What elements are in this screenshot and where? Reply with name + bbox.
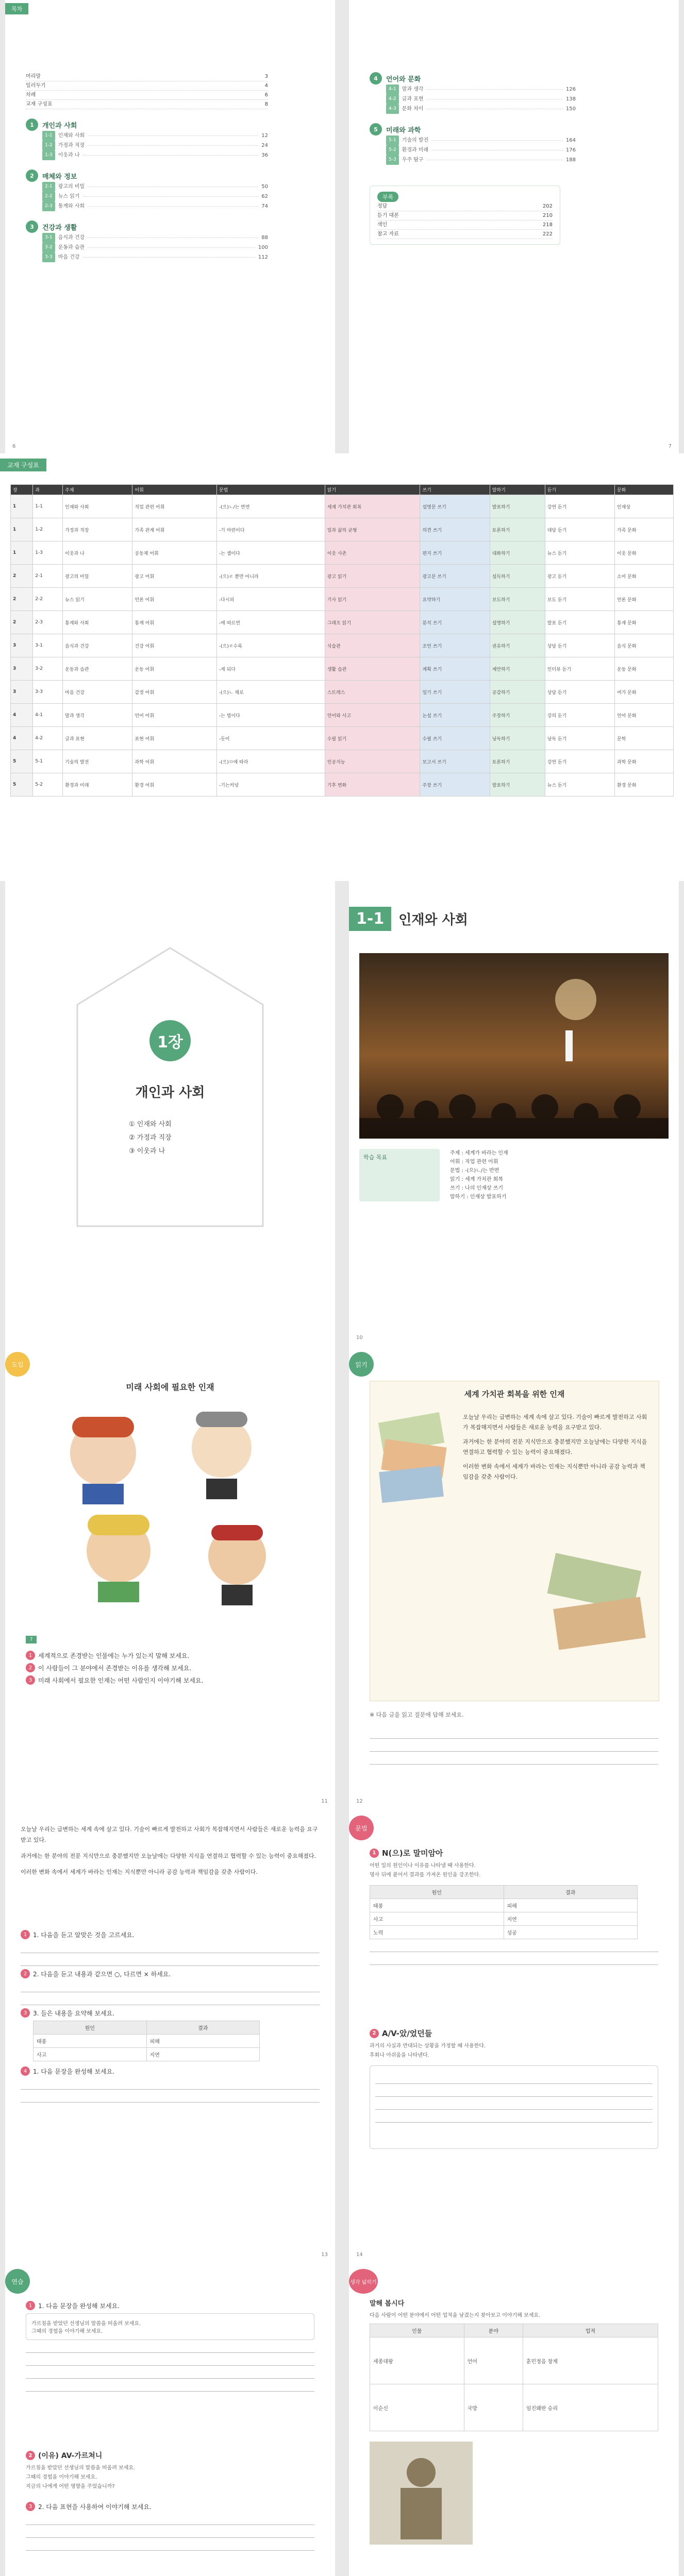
- plan-spread: [0, 453, 684, 881]
- plan-cell: 광고 읽기: [325, 565, 420, 588]
- toc-row[interactable]: 일러두기 4: [26, 81, 268, 91]
- plan-cell: 여가 문화: [614, 681, 673, 704]
- toc-top-list: [26, 72, 268, 262]
- plan-cell: 언어 어휘: [132, 704, 216, 727]
- plan-cell: 발표 듣기: [545, 611, 614, 634]
- toc-sub[interactable]: 3-1 음식과 건강 88: [26, 233, 268, 243]
- exercise-badge: 연습: [5, 2269, 30, 2294]
- toc-sub[interactable]: 2-1 광고의 비밀 50: [26, 182, 268, 192]
- plan-row: [11, 634, 674, 657]
- reading-page: [349, 1345, 679, 1808]
- plan-cell: 편지 쓰기: [420, 541, 490, 565]
- plan-cell: 기사 읽기: [325, 588, 420, 611]
- plan-cell: 발표하기: [490, 495, 545, 518]
- question: 1 1. 다음을 듣고 알맞은 것을 고르세요.: [21, 1930, 320, 1939]
- plan-cell: 마음 건강: [63, 681, 132, 704]
- toc-sub[interactable]: 2-3 통계와 사회 74: [26, 201, 268, 211]
- plan-cell: 강연 듣기: [545, 495, 614, 518]
- plan-cell: 상담 듣기: [545, 681, 614, 704]
- plan-cell: 요약하기: [420, 588, 490, 611]
- page-number: 14: [356, 2252, 363, 2258]
- plan-header-cell: 읽기: [325, 485, 420, 495]
- plan-cell: 세계 가치관 회복: [325, 495, 420, 518]
- plan-cell: 논설 쓰기: [420, 704, 490, 727]
- grammar-page: [349, 1808, 679, 2262]
- plan-cell: 운동 문화: [614, 657, 673, 681]
- plan-cell: 1: [11, 495, 33, 518]
- plan-header-cell: 말하기: [490, 485, 545, 495]
- objective: 문법 : -(으)ㄴ/는 반면: [450, 1168, 499, 1174]
- exercise-page: [5, 2262, 335, 2576]
- plan-row: [11, 773, 674, 796]
- plan-cell: 2: [11, 611, 33, 634]
- objective: 주제 : 세계가 바라는 인재: [450, 1150, 508, 1156]
- toc-row[interactable]: 교재 구성표 8: [26, 100, 268, 109]
- grammar-table: 원인 결과 태풍 피해 사고 지연 노력 성공: [370, 1885, 638, 1939]
- plan-cell: 1-3: [33, 541, 63, 565]
- plan-cell: 3-3: [33, 681, 63, 704]
- plan-cell: 3: [11, 634, 33, 657]
- grammar-block-1: [370, 1844, 658, 1967]
- plan-cell: 뉴스 듣기: [545, 541, 614, 565]
- objectives-area: [359, 1149, 669, 1201]
- plan-table: [10, 484, 674, 796]
- chapter-item[interactable]: ① 인재와 사회: [129, 1121, 172, 1128]
- plan-cell: 5: [11, 750, 33, 773]
- chapter-cover-page: [5, 881, 335, 1345]
- plan-cell: 3-1: [33, 634, 63, 657]
- house-shape: [72, 943, 268, 1231]
- plan-cell: 의견 쓰기: [420, 518, 490, 541]
- warmup-badge: 도입: [5, 1352, 30, 1377]
- chapter-spread: [0, 881, 684, 1345]
- plan-cell: 5: [11, 773, 33, 796]
- reading-box: [370, 1381, 659, 1701]
- toc-chapter[interactable]: 2 매체와 정보: [26, 170, 268, 182]
- text-body: [21, 1824, 320, 1883]
- exercise-question: 3 2. 다음 표현을 사용하여 이야기해 보세요.: [26, 2502, 314, 2511]
- plan-cell: 4-2: [33, 727, 63, 750]
- toc-chapter[interactable]: 3 건강과 생활: [26, 221, 268, 233]
- plan-table-wrap: [10, 484, 674, 796]
- grammar-spread: [0, 1808, 684, 2262]
- plan-header-cell: 주제: [63, 485, 132, 495]
- plan-cell: 일과 삶의 균형: [325, 518, 420, 541]
- toc-row[interactable]: 차례 6: [26, 91, 268, 100]
- appendix-row[interactable]: 정답 202: [377, 202, 553, 211]
- objectives-list: [450, 1149, 508, 1201]
- reading-answer-lines[interactable]: [370, 1726, 658, 1767]
- plan-cell: 기후 변화: [325, 773, 420, 796]
- plan-cell: 말과 생각: [63, 704, 132, 727]
- reading-badge: 읽기: [349, 1352, 374, 1377]
- plan-cell: 낭독하기: [490, 727, 545, 750]
- chapter-title: 개인과 사회: [135, 1085, 205, 1100]
- plan-cell: 강연 듣기: [545, 750, 614, 773]
- plan-cell: 스트레스: [325, 681, 420, 704]
- toc-sub[interactable]: 3-2 운동과 습관 100: [26, 243, 268, 252]
- plan-cell: 낭독 듣기: [545, 727, 614, 750]
- plan-cell: 인터뷰 듣기: [545, 657, 614, 681]
- toc-sub[interactable]: 5-3 우주 탐구 188: [370, 155, 576, 165]
- plan-header-cell: 장: [11, 485, 33, 495]
- toc-sub[interactable]: 5-2 환경과 미래 176: [370, 145, 576, 155]
- statue-icon: [370, 2442, 473, 2545]
- page-number: 7: [668, 444, 672, 449]
- plan-cell: 기술의 발전: [63, 750, 132, 773]
- question-table: 원인 결과 태풍 피해 사고 지연: [33, 2021, 260, 2061]
- plan-cell: 설명하기: [490, 611, 545, 634]
- plan-cell: 식습관: [325, 634, 420, 657]
- page-number: 6: [12, 444, 16, 449]
- exercise-question: 1 1. 다음 문장을 완성해 보세요.: [26, 2301, 314, 2310]
- money-stack-icon: [545, 1546, 648, 1670]
- lesson-title: 인재와 사회: [398, 912, 468, 928]
- plan-cell: 발표하기: [490, 773, 545, 796]
- grammar-points: 과거의 사실과 반대되는 상황을 가정할 때 사용한다. 후회나 아쉬움을 나타낸다.: [370, 2043, 486, 2058]
- reading-paragraph: 오늘날 우리는 급변하는 세계 속에 살고 있다. 기술이 빠르게 발전하고 사회가 복잡해지면서 사람들은 새로운 능력을 요구받고 있다.: [463, 1414, 647, 1431]
- objective: 어휘 : 직업 관련 어휘: [450, 1159, 498, 1165]
- exercise-spread: [0, 2262, 684, 2576]
- grammar-badge: 문법: [349, 1816, 374, 1840]
- plan-cell: 공동체 어휘: [132, 541, 216, 565]
- plan-cell: 언어와 사고: [325, 704, 420, 727]
- plan-header-cell: 쓰기: [420, 485, 490, 495]
- lesson-header: [349, 907, 468, 931]
- exercise-box: 가르침을 받았던 선생님의 말씀을 떠올려 보세요. 그때의 경험을 이야기해 보세요.: [26, 2313, 314, 2340]
- plan-cell: 주장하기: [490, 704, 545, 727]
- plan-row: [11, 588, 674, 611]
- plan-cell: 5-1: [33, 750, 63, 773]
- plan-cell: 표현 어휘: [132, 727, 216, 750]
- plan-cell: 2-1: [33, 565, 63, 588]
- plan-cell: 보도하기: [490, 588, 545, 611]
- toc-right-list: [370, 72, 576, 245]
- chapter-item[interactable]: ② 가정과 직장: [129, 1134, 172, 1142]
- lecture-hall-photo: [359, 953, 669, 1139]
- plan-row: [11, 704, 674, 727]
- toc-sub[interactable]: 1-3 이웃과 나 36: [26, 150, 268, 160]
- plan-cell: 설명문 쓰기: [420, 495, 490, 518]
- plan-cell: -(으)ㅁ에 따라: [216, 750, 325, 773]
- toc-tab: 목차: [5, 3, 28, 14]
- plan-cell: 1: [11, 518, 33, 541]
- plan-row: [11, 541, 674, 565]
- plan-cell: 그래프 읽기: [325, 611, 420, 634]
- plan-row: [11, 518, 674, 541]
- plan-cell: 음식 문화: [614, 634, 673, 657]
- plan-cell: 권유하기: [490, 634, 545, 657]
- plan-row: [11, 565, 674, 588]
- plan-cell: 4-1: [33, 704, 63, 727]
- plan-header-cell: 듣기: [545, 485, 614, 495]
- warmup-title: 미래 사회에 필요한 인재: [126, 1382, 214, 1392]
- plan-cell: 1-2: [33, 518, 63, 541]
- objectives-label: 학습 목표: [359, 1149, 440, 1201]
- think-title: 말해 봅시다: [370, 2300, 405, 2308]
- text-paragraph: 이러한 변화 속에서 세계가 바라는 인재는 지식뿐만 아니라 공감 능력과 책임감을 갖춘 사람이다.: [21, 1869, 258, 1875]
- plan-cell: 4: [11, 704, 33, 727]
- page-number: 11: [321, 1799, 328, 1804]
- plan-cell: -게 되다: [216, 657, 325, 681]
- plan-cell: 계획 쓰기: [420, 657, 490, 681]
- plan-cell: -(으)ㄴ 채로: [216, 681, 325, 704]
- plan-cell: -(으)ㄹ수록: [216, 634, 325, 657]
- warmup-question: 2 이 사람들이 그 분야에서 존경받는 이유를 생각해 보세요.: [26, 1663, 314, 1672]
- appendix-row[interactable]: 색인 218: [377, 221, 553, 230]
- plan-cell: 보고서 쓰기: [420, 750, 490, 773]
- reading-body: [463, 1412, 648, 1486]
- plan-cell: 1: [11, 541, 33, 565]
- plan-cell: 통계 문화: [614, 611, 673, 634]
- plan-cell: 문학: [614, 727, 673, 750]
- plan-cell: 글과 표현: [63, 727, 132, 750]
- toc-sub[interactable]: 3-3 마음 건강 112: [26, 252, 268, 262]
- plan-cell: 2-2: [33, 588, 63, 611]
- plan-cell: 감정 어휘: [132, 681, 216, 704]
- toc-page-right: [349, 0, 679, 453]
- plan-cell: 4: [11, 727, 33, 750]
- plan-cell: 대담 듣기: [545, 518, 614, 541]
- plan-cell: 3: [11, 681, 33, 704]
- caricature-portraits-icon: [36, 1401, 304, 1618]
- plan-cell: 3-2: [33, 657, 63, 681]
- objective: 읽기 : 세계 가치관 회복: [450, 1177, 504, 1182]
- plan-cell: 2-3: [33, 611, 63, 634]
- toc-sub[interactable]: 4-2 글과 표현 138: [370, 94, 576, 104]
- plan-cell: 이웃 문화: [614, 541, 673, 565]
- page-number: 10: [356, 1335, 363, 1341]
- plan-cell: 대화하기: [490, 541, 545, 565]
- plan-cell: 광고 어휘: [132, 565, 216, 588]
- plan-cell: 상담 듣기: [545, 634, 614, 657]
- plan-cell: 이웃 사촌: [325, 541, 420, 565]
- plan-cell: 광고의 비밀: [63, 565, 132, 588]
- plan-header-cell: 어휘: [132, 485, 216, 495]
- plan-cell: -는 법이다: [216, 704, 325, 727]
- plan-row: [11, 611, 674, 634]
- plan-cell: 광고문 쓰기: [420, 565, 490, 588]
- toc-chapter[interactable]: 1 개인과 사회: [26, 118, 268, 131]
- objective: 말하기 : 인재상 발표하기: [450, 1194, 507, 1200]
- currency-icon: [375, 1412, 453, 1505]
- toc-sub[interactable]: 5-1 기술의 발전 164: [370, 135, 576, 145]
- plan-cell: -에 따르면: [216, 611, 325, 634]
- plan-cell: 가정과 직장: [63, 518, 132, 541]
- plan-cell: 조언 쓰기: [420, 634, 490, 657]
- plan-cell: 광고 듣기: [545, 565, 614, 588]
- text-page: [5, 1808, 335, 2262]
- plan-cell: 언론 문화: [614, 588, 673, 611]
- plan-cell: 소비 문화: [614, 565, 673, 588]
- appendix-row[interactable]: 참고 자료 222: [377, 230, 553, 239]
- money-stack-image: [545, 1546, 648, 1670]
- plan-row: [11, 681, 674, 704]
- plan-cell: 과학 어휘: [132, 750, 216, 773]
- plan-cell: 환경 문화: [614, 773, 673, 796]
- plan-cell: 강의 듣기: [545, 704, 614, 727]
- plan-cell: 인공지능: [325, 750, 420, 773]
- toc-chapter[interactable]: 5 미래와 과학: [370, 123, 576, 135]
- plan-title: 교재 구성표: [0, 459, 46, 471]
- plan-header-cell: 문법: [216, 485, 325, 495]
- lesson-number: 1-1: [349, 907, 391, 931]
- plan-cell: 음식과 건강: [63, 634, 132, 657]
- audience-photo-icon: [359, 953, 669, 1139]
- exercise-block-1: [26, 2298, 314, 2394]
- grammar-title: 1 N(으)로 말미암아: [370, 1848, 658, 1858]
- grammar-example-box: [370, 2065, 658, 2149]
- plan-cell: 설득하기: [490, 565, 545, 588]
- exercise-title: 2 (이유) AV-가르쳐니: [26, 2450, 314, 2461]
- plan-cell: -기 마련이다: [216, 518, 325, 541]
- think-table: 인물 분야 업적 세종대왕 언어 훈민정음 창제 이순신 국방 임진왜란 승리: [370, 2324, 658, 2431]
- warmup-page: [5, 1345, 335, 1808]
- plan-cell: 일기 쓰기: [420, 681, 490, 704]
- plan-cell: -다시피: [216, 588, 325, 611]
- plan-row: [11, 750, 674, 773]
- plan-cell: 언어 문화: [614, 704, 673, 727]
- toc-chapter[interactable]: 4 언어와 문화: [370, 72, 576, 84]
- warmup-question: 3 미래 사회에서 필요한 인재는 어떤 사람인지 이야기해 보세요.: [26, 1675, 314, 1685]
- plan-cell: 3: [11, 657, 33, 681]
- plan-cell: 뉴스 읽기: [63, 588, 132, 611]
- text-paragraph: 오늘날 우리는 급변하는 세계 속에 살고 있다. 기술이 빠르게 발전하고 사회가 복잡해지면서 사람들은 새로운 능력을 요구받고 있다.: [21, 1826, 318, 1843]
- toc-sub[interactable]: 4-3 문화 차이 150: [370, 104, 576, 114]
- toc-sub[interactable]: 1-2 가정과 직장 24: [26, 141, 268, 150]
- plan-cell: 환경과 미래: [63, 773, 132, 796]
- banknotes-image: [375, 1412, 453, 1505]
- plan-cell: -듯이: [216, 727, 325, 750]
- warmup-questions: ? 1 세계적으로 존경받는 인물에는 누가 있는지 말해 보세요. 2 이 사람들이 그 분야에서 존경받는 이유를 생각해 보세요. 3 미래 사회에서 필요한 인재는 어떤 사람인지 이야기해 보세요.: [26, 1633, 314, 1688]
- grammar-points: 어떤 일의 원인이나 이유를 나타낼 때 사용한다. 명사 뒤에 붙어서 결과를 가져온 원인을 강조한다.: [370, 1863, 481, 1878]
- plan-cell: 뉴스 듣기: [545, 773, 614, 796]
- toc-appendix: [370, 185, 560, 245]
- grammar-title: 2 A/V-았/었던들: [370, 2028, 658, 2039]
- toc-sub[interactable]: 4-1 말과 생각 126: [370, 84, 576, 94]
- question: 2 2. 다음을 듣고 내용과 같으면 ○, 다르면 × 하세요.: [21, 1969, 320, 1978]
- think-page: [349, 2262, 679, 2576]
- plan-header-cell: 과: [33, 485, 63, 495]
- exercise-lines: 가르침을 받았던 선생님의 말씀을 떠올려 보세요. 그때의 경험을 이야기해 보세요. 지금의 나에게 어떤 영향을 주었습니까?: [26, 2465, 136, 2489]
- plan-cell: 통계 어휘: [132, 611, 216, 634]
- plan-cell: 2: [11, 588, 33, 611]
- plan-cell: 수필 읽기: [325, 727, 420, 750]
- plan-cell: -기는커녕: [216, 773, 325, 796]
- objective: 쓰기 : 나의 인재상 쓰기: [450, 1185, 504, 1191]
- toc-spread: [0, 0, 684, 453]
- plan-cell: 생활 습관: [325, 657, 420, 681]
- plan-cell: -(으)ㄴ/는 반면: [216, 495, 325, 518]
- think-desc: 다음 사람이 어떤 분야에서 어떤 업적을 남겼는지 찾아보고 이야기해 보세요.: [370, 2313, 541, 2318]
- page-number: 12: [356, 1799, 363, 1804]
- text-questions: [21, 1927, 320, 2105]
- plan-cell: 주장 쓰기: [420, 773, 490, 796]
- plan-cell: 직업 관련 어휘: [132, 495, 216, 518]
- plan-cell: 가족 관계 어휘: [132, 518, 216, 541]
- plan-cell: 운동과 습관: [63, 657, 132, 681]
- plan-cell: 토론하기: [490, 750, 545, 773]
- plan-cell: 인재와 사회: [63, 495, 132, 518]
- plan-cell: 가족 문화: [614, 518, 673, 541]
- think-badge: 생각 넓히기: [349, 2269, 378, 2294]
- toc-page-left: [5, 0, 335, 453]
- toc-row[interactable]: 머리말 3: [26, 72, 268, 81]
- plan-cell: 1-1: [33, 495, 63, 518]
- plan-cell: 분석 쓰기: [420, 611, 490, 634]
- chapter-badge: 1장: [149, 1020, 191, 1061]
- toc-sub[interactable]: 1-1 인재와 사회 12: [26, 131, 268, 141]
- plan-cell: 공감하기: [490, 681, 545, 704]
- plan-cell: 통계와 사회: [63, 611, 132, 634]
- plan-cell: -는 셈이다: [216, 541, 325, 565]
- plan-cell: 건강 어휘: [132, 634, 216, 657]
- plan-row: [11, 495, 674, 518]
- plan-row: [11, 657, 674, 681]
- plan-cell: -(으)ㄹ 뿐만 아니라: [216, 565, 325, 588]
- warmup-spread: [0, 1345, 684, 1808]
- exercise-block-2: [26, 2447, 314, 2553]
- toc-sub[interactable]: 2-2 뉴스 읽기 62: [26, 192, 268, 201]
- appendix-row[interactable]: 듣기 대본 210: [377, 211, 553, 221]
- warmup-question: 1 세계적으로 존경받는 인물에는 누가 있는지 말해 보세요.: [26, 1651, 314, 1660]
- plan-cell: 언론 어휘: [132, 588, 216, 611]
- plan-cell: 5-2: [33, 773, 63, 796]
- plan-cell: 환경 어휘: [132, 773, 216, 796]
- plan-cell: 보도 듣기: [545, 588, 614, 611]
- plan-cell: 운동 어휘: [132, 657, 216, 681]
- grammar-block-2: [370, 2025, 658, 2149]
- chapter-items: [129, 1118, 172, 1158]
- page-number: 13: [321, 2252, 328, 2258]
- plan-header-row: [11, 485, 674, 495]
- plan-cell: 토론하기: [490, 518, 545, 541]
- reading-note: ※ 다음 글을 읽고 질문에 답해 보세요.: [370, 1711, 464, 1718]
- plan-header-cell: 문화: [614, 485, 673, 495]
- statue-image: [370, 2442, 473, 2545]
- chapter-item[interactable]: ③ 이웃과 나: [129, 1147, 165, 1155]
- question: 3 3. 들은 내용을 요약해 보세요.: [21, 2008, 320, 2018]
- plan-row: [11, 727, 674, 750]
- plan-cell: 과학 문화: [614, 750, 673, 773]
- plan-cell: 제안하기: [490, 657, 545, 681]
- plan-cell: 수필 쓰기: [420, 727, 490, 750]
- reading-title: 세계 가치관 회복을 위한 인재: [464, 1389, 565, 1399]
- portraits-illustration: [36, 1401, 304, 1618]
- appendix-title: 부록: [377, 192, 398, 202]
- question: 4 1. 다음 문장을 완성해 보세요.: [21, 2066, 320, 2076]
- think-content: [370, 2298, 658, 2545]
- lesson-opener-page: [349, 881, 679, 1345]
- plan-cell: 이웃과 나: [63, 541, 132, 565]
- reading-paragraph: 이러한 변화 속에서 세계가 바라는 인재는 지식뿐만 아니라 공감 능력과 책임감을 갖춘 사람이다.: [463, 1463, 645, 1480]
- text-paragraph: 과거에는 한 분야의 전문 지식만으로 충분했지만 오늘날에는 다양한 지식을 연결하고 협력할 수 있는 능력이 중요해졌다.: [21, 1853, 316, 1859]
- plan-cell: 인재상: [614, 495, 673, 518]
- reading-paragraph: 과거에는 한 분야의 전문 지식만으로 충분했지만 오늘날에는 다양한 지식을 연결하고 협력할 수 있는 능력이 중요해졌다.: [463, 1438, 647, 1455]
- plan-cell: 2: [11, 565, 33, 588]
